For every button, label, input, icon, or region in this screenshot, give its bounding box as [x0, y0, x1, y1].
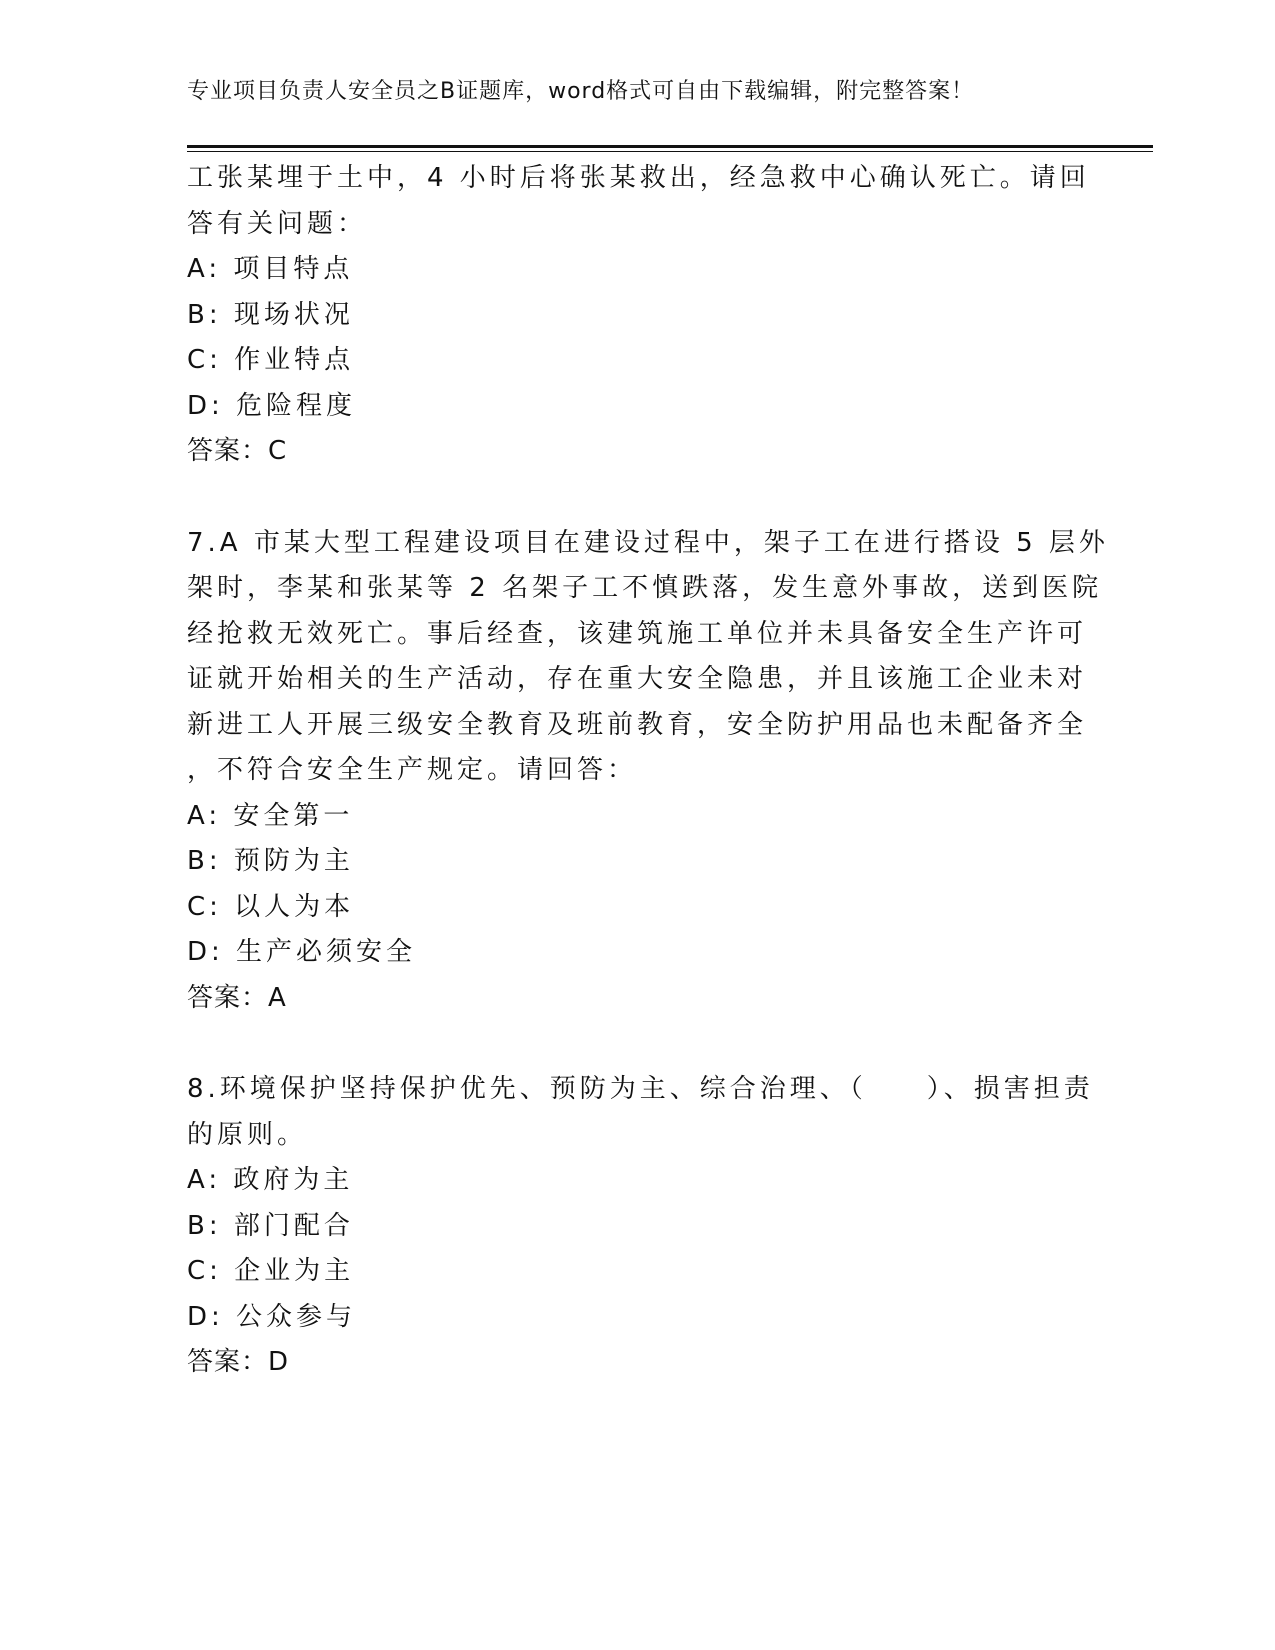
question-block: [187, 1067, 1094, 1386]
option-c: C: 企业为主: [187, 1256, 355, 1286]
question-stem-line: 新进工人开展三级安全教育及班前教育，安全防护用品也未配备齐全: [187, 709, 1088, 740]
header-rule-thick: [187, 145, 1153, 148]
option-b: B: 现场状况: [187, 299, 354, 330]
answer: 答案：C: [187, 436, 288, 466]
option-d: D: 生产必须安全: [187, 937, 417, 967]
page-header: 专业项目负责人安全员之B证题库，word格式可自由下载编辑，附完整答案！: [187, 79, 975, 104]
option-d: D: 公众参与: [187, 1301, 357, 1332]
question-stem-line: 7.A 市某大型工程建设项目在建设过程中，架子工在进行搭设 5 层外: [187, 527, 1109, 558]
option-c: C: 以人为本: [187, 891, 355, 922]
question-stem-line: 的原则。: [187, 1119, 308, 1150]
option-a: A: 政府为主: [187, 1165, 354, 1195]
question-stem-line: 证就开始相关的生产活动，存在重大安全隐患，并且该施工企业未对: [187, 664, 1088, 694]
spacer: [187, 475, 1087, 521]
answer: 答案：A: [187, 982, 287, 1013]
question-stem-line: 经抢救无效死亡。事后经查，该建筑施工单位并未具备安全生产许可: [187, 618, 1088, 649]
option-b: B: 部门配合: [187, 1210, 354, 1241]
header-rule-thin: [187, 151, 1153, 152]
question-stem-line: ，不符合安全生产规定。请回答：: [187, 755, 638, 785]
question-stem-line: 8.环境保护坚持保护优先、预防为主、综合治理、（ ）、损害担责: [187, 1074, 1094, 1104]
option-b: B: 预防为主: [187, 846, 354, 876]
question-block: [187, 156, 1090, 475]
document-body: [187, 156, 1109, 1386]
option-a: A: 项目特点: [187, 254, 354, 284]
answer: 答案：D: [187, 1347, 290, 1377]
option-d: D: 危险程度: [187, 390, 357, 421]
question-block: [187, 521, 1109, 1022]
option-a: A: 安全第一: [187, 800, 354, 831]
question-stem-line: 答有关问题：: [187, 208, 368, 239]
option-c: C: 作业特点: [187, 345, 355, 375]
question-stem-line: 工张某埋于土中，4 小时后将张某救出，经急救中心确认死亡。请回: [187, 163, 1090, 193]
spacer: [187, 1021, 1087, 1067]
question-stem-line: 架时，李某和张某等 2 名架子工不慎跌落，发生意外事故，送到医院: [187, 573, 1103, 603]
